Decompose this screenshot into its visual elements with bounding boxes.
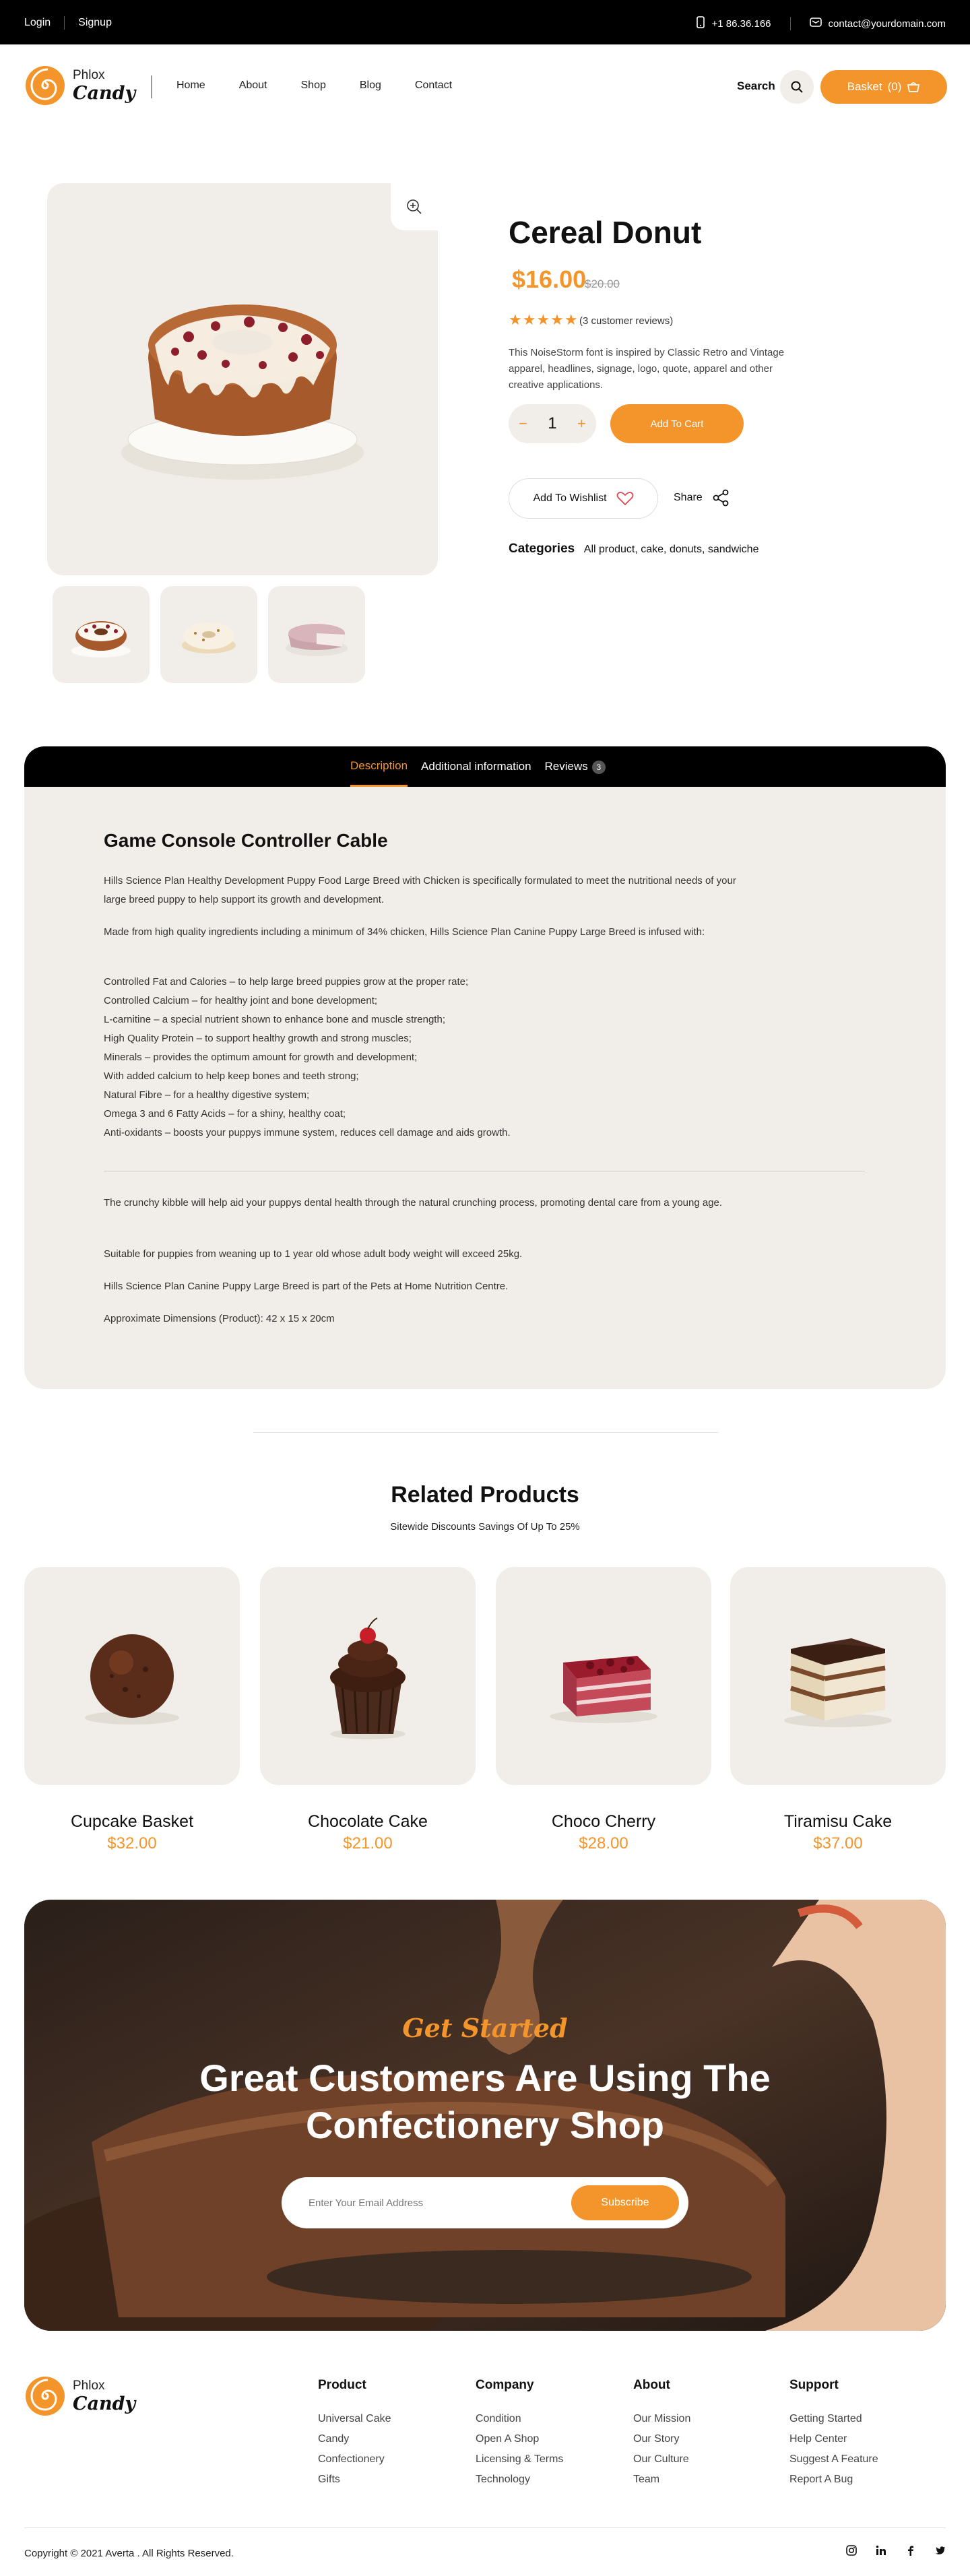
footer-link[interactable]: Licensing & Terms	[476, 2453, 564, 2465]
search-label[interactable]: Search	[737, 79, 775, 92]
list-item: With added calcium to help keep bones and teeth strong;	[104, 1070, 359, 1082]
nav-about[interactable]: About	[238, 79, 267, 91]
header-divider	[151, 75, 152, 98]
footer-column-product	[318, 2378, 391, 2494]
product-card-price: $28.00	[579, 1834, 628, 1853]
thumb-white-donut-image	[160, 586, 257, 683]
email-input[interactable]	[309, 2192, 551, 2214]
heart-icon	[616, 491, 634, 506]
product-card-image[interactable]	[260, 1567, 476, 1785]
tab-description[interactable]: Description	[350, 746, 408, 787]
description-paragraph: Hills Science Plan Canine Puppy Large Breed is part of the Pets at Home Nutrition Centre.	[104, 1281, 509, 1292]
product-card[interactable]	[496, 1567, 711, 1853]
product-card-name[interactable]: Tiramisu Cake	[783, 1812, 893, 1831]
thumbnail-3[interactable]	[268, 586, 365, 683]
cherry-cake-slice-image	[536, 1609, 671, 1743]
product-card-price: $21.00	[343, 1834, 393, 1853]
basket-button[interactable]	[820, 70, 947, 104]
review-count[interactable]: (3 customer reviews)	[579, 315, 674, 327]
search-icon	[790, 80, 804, 94]
product-main-image[interactable]	[47, 183, 438, 575]
nav-shop[interactable]: Shop	[300, 79, 326, 91]
product-card-image[interactable]	[730, 1567, 946, 1785]
footer-link[interactable]: Condition	[476, 2413, 521, 2424]
phone-icon	[696, 16, 705, 31]
decrease-button[interactable]: −	[519, 415, 527, 432]
product-card[interactable]	[260, 1567, 476, 1853]
footer-link[interactable]: Candy	[318, 2433, 350, 2445]
wishlist-button[interactable]	[509, 478, 658, 519]
product-card-name[interactable]: Choco Cherry	[551, 1812, 656, 1831]
list-item: High Quality Protein – to support healthy growth and strong muscles;	[104, 1033, 412, 1044]
categories-value[interactable]: All product, cake, donuts, sandwiche	[583, 544, 759, 555]
related-title: Related Products	[391, 1482, 579, 1508]
footer-link[interactable]: Suggest A Feature	[789, 2453, 878, 2465]
list-item: L-carnitine – a special nutrient shown to enhance bone and muscle strength;	[104, 1014, 445, 1025]
linkedin-icon[interactable]	[876, 2545, 886, 2556]
social-links	[846, 2545, 946, 2556]
signup-link[interactable]: Signup	[78, 17, 112, 28]
product-title: Cereal Donut	[509, 215, 702, 250]
thumb-donut-image	[53, 586, 150, 683]
description-title: Game Console Controller Cable	[104, 830, 388, 851]
footer-column-title: Company	[476, 2378, 534, 2392]
product-card-price: $37.00	[813, 1834, 863, 1853]
footer-link[interactable]: Report A Bug	[789, 2474, 853, 2485]
footer-column-title: Product	[318, 2378, 366, 2392]
twitter-icon[interactable]	[935, 2545, 946, 2556]
product-old-price: $20.00	[585, 278, 620, 290]
divider	[64, 16, 65, 30]
share-icon	[712, 489, 730, 507]
login-link[interactable]: Login	[24, 17, 51, 28]
footer-link[interactable]: Our Mission	[633, 2413, 691, 2424]
footer-link[interactable]: Help Center	[789, 2433, 847, 2445]
related-subtitle: Sitewide Discounts Savings Of Up To 25%	[390, 1521, 580, 1533]
newsletter-banner	[24, 1900, 946, 2331]
chocolate-truffle-image	[65, 1609, 199, 1743]
description-list	[104, 973, 750, 1142]
rating-stars: ★★★★★	[509, 311, 579, 328]
categories-label: Categories	[509, 542, 575, 556]
quantity-stepper	[509, 404, 596, 443]
footer-link[interactable]: Technology	[476, 2474, 530, 2485]
product-price: $16.00	[512, 265, 587, 293]
footer-link[interactable]: Universal Cake	[318, 2413, 391, 2424]
product-card-name[interactable]: Cupcake Basket	[70, 1812, 194, 1831]
tiramisu-cake-image	[771, 1609, 905, 1743]
footer-column-about	[633, 2378, 690, 2494]
email-address[interactable]: contact@yourdomain.com	[828, 18, 946, 30]
basket-count: (0)	[887, 80, 902, 93]
donut-cake-image	[47, 183, 438, 575]
share-label: Share	[674, 492, 703, 503]
footer-logo[interactable]	[24, 2375, 135, 2417]
logo-line1: Phlox	[73, 2379, 105, 2393]
subscribe-button[interactable]: Subscribe	[571, 2185, 679, 2220]
footer-link[interactable]: Getting Started	[789, 2413, 862, 2424]
basket-icon	[907, 81, 920, 93]
list-item: Natural Fibre – for a healthy digestive system;	[104, 1089, 310, 1101]
list-item: Controlled Fat and Calories – to help large breed puppies grow at the proper rate;	[104, 976, 469, 988]
chocolate-cupcake-image	[300, 1602, 435, 1750]
nav-home[interactable]: Home	[176, 79, 205, 91]
wishlist-label: Add To Wishlist	[533, 492, 607, 504]
description-panel	[24, 787, 946, 1389]
quantity-value[interactable]: 1	[548, 414, 557, 432]
description-paragraph: Suitable for puppies from weaning up to 1 year old whose adult body weight will exceed 25kg.	[104, 1248, 523, 1260]
nav-blog[interactable]: Blog	[359, 79, 381, 91]
footer-column-company	[476, 2378, 563, 2494]
newsletter-kicker: Get Started	[402, 2013, 568, 2043]
logo-line2: Candy	[73, 2393, 136, 2414]
logo-swirl-icon	[24, 65, 66, 106]
footer-link[interactable]: Gifts	[318, 2474, 340, 2485]
newsletter-headline	[24, 2055, 946, 2149]
product-card-image[interactable]	[496, 1567, 711, 1785]
product-description: This NoiseStorm font is inspired by Classic Retro and Vintage apparel, headlines, signage, logo, quote, apparel and other creative applications.	[509, 347, 785, 391]
facebook-icon[interactable]	[905, 2545, 916, 2556]
thumbnail-1[interactable]	[53, 586, 150, 683]
footer-column-title: About	[633, 2378, 670, 2392]
list-item: Omega 3 and 6 Fatty Acids – for a shiny, healthy coat;	[104, 1108, 346, 1120]
product-tabs	[24, 746, 946, 787]
tab-reviews[interactable]	[545, 760, 606, 774]
mail-icon	[810, 18, 822, 30]
description-paragraph: The crunchy kibble will help aid your puppys dental health through the natural crunching process, promoting dental care from a young age.	[104, 1197, 723, 1209]
zoom-button[interactable]	[391, 183, 438, 230]
search-button[interactable]	[780, 70, 814, 104]
footer-link[interactable]: Our Story	[633, 2433, 680, 2445]
logo-line1: Phlox	[73, 68, 105, 82]
footer-link[interactable]: Team	[633, 2474, 660, 2485]
product-card[interactable]	[24, 1567, 240, 1853]
list-item: Anti-oxidants – boosts your puppys immune system, reduces cell damage and aids growth.	[104, 1127, 511, 1138]
logo[interactable]	[24, 65, 135, 106]
tab-additional-information[interactable]: Additional information	[421, 760, 531, 773]
footer-column-support	[789, 2378, 878, 2494]
instagram-icon[interactable]	[846, 2545, 857, 2556]
product-card-image[interactable]	[24, 1567, 240, 1785]
thumb-cake-slice-image	[268, 586, 365, 683]
description-paragraph: Made from high quality ingredients including a minimum of 34% chicken, Hills Science Plan Canine Puppy Large Breed is infused with:	[104, 926, 705, 938]
main-nav	[176, 79, 452, 92]
list-item: Controlled Calcium – for healthy joint and bone development;	[104, 995, 378, 1006]
thumbnail-2[interactable]	[160, 586, 257, 683]
product-card-price: $32.00	[107, 1834, 157, 1853]
newsletter-form	[282, 2177, 688, 2228]
tab-reviews-label: Reviews	[544, 759, 588, 773]
top-bar	[0, 0, 970, 44]
footer-link[interactable]: Open A Shop	[476, 2433, 540, 2445]
footer-column-title: Support	[789, 2378, 839, 2392]
logo-swirl-icon	[24, 2375, 66, 2417]
increase-button[interactable]: +	[577, 415, 586, 432]
description-paragraph: Hills Science Plan Healthy Development Puppy Food Large Breed with Chicken is specifically formulated to meet the nutritional needs of your large breed puppy to help support its growth and development.	[104, 875, 736, 905]
product-categories	[509, 542, 758, 556]
logo-line2: Candy	[73, 83, 136, 104]
product-card-name[interactable]: Chocolate Cake	[308, 1812, 428, 1831]
share-button[interactable]	[674, 489, 730, 507]
nav-contact[interactable]: Contact	[414, 79, 453, 91]
divider	[790, 17, 791, 30]
copyright: Copyright © 2021 Averta . All Rights Reserved.	[24, 2548, 234, 2559]
main-header	[0, 44, 970, 125]
product-card[interactable]	[730, 1567, 946, 1853]
list-item: Minerals – provides the optimum amount for growth and development;	[104, 1052, 418, 1063]
basket-label: Basket	[847, 80, 882, 93]
footer-divider	[24, 2527, 946, 2528]
description-paragraph: Approximate Dimensions (Product): 42 x 15 x 20cm	[104, 1313, 335, 1324]
newsletter-headline-line2: Confectionery Shop	[305, 2104, 665, 2146]
footer-link[interactable]: Our Culture	[633, 2453, 689, 2465]
newsletter-headline-line1: Great Customers Are Using The	[199, 2057, 771, 2099]
zoom-in-icon	[406, 198, 423, 216]
section-divider	[253, 1432, 718, 1433]
reviews-badge: 3	[592, 761, 606, 774]
phone-number[interactable]: +1 86.36.166	[711, 18, 771, 30]
add-to-cart-button[interactable]: Add To Cart	[610, 404, 744, 443]
footer-link[interactable]: Confectionery	[318, 2453, 385, 2465]
